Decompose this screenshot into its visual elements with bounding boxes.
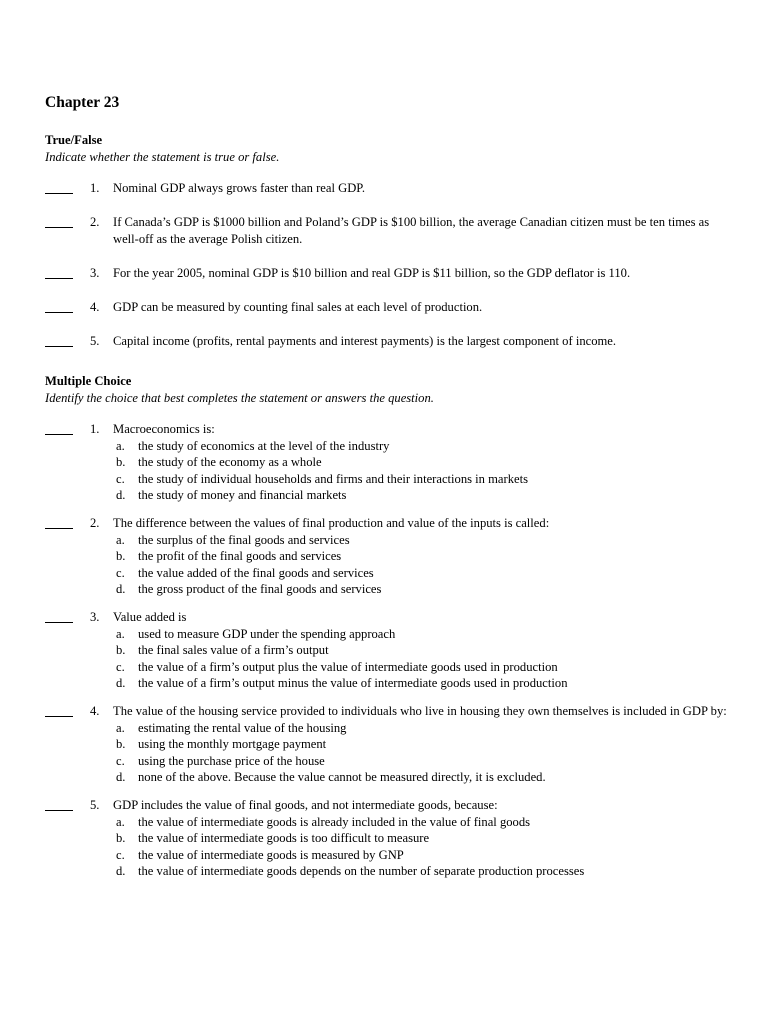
question-text: The value of the housing service provided to individuals who live in housing they own themselves is included in GDP by: (113, 704, 727, 718)
answer-blank[interactable] (45, 214, 73, 228)
question-text: GDP can be measured by counting final sales at each level of production. (113, 299, 483, 314)
choice-text: none of the above. Because the value cannot be measured directly, it is excluded. (138, 770, 546, 784)
tf-question (45, 214, 730, 247)
choice-item (113, 438, 730, 455)
choice-letter: c. (116, 753, 125, 768)
tf-question (45, 180, 730, 197)
choice-item (113, 753, 730, 770)
tf-question (45, 265, 730, 282)
choice-letter: a. (116, 438, 125, 453)
mc-question (45, 797, 730, 880)
answer-blank[interactable] (45, 797, 73, 811)
choice-item (113, 581, 730, 598)
choice-list (113, 626, 730, 692)
chapter-title: Chapter 23 (45, 94, 120, 111)
question-number: 1. (90, 181, 100, 195)
question-text: For the year 2005, nominal GDP is $10 billion and real GDP is $11 billion, so the GDP deflator is 110. (113, 265, 631, 280)
choice-list (113, 814, 730, 880)
question-number: 5. (90, 333, 100, 348)
answer-blank[interactable] (45, 703, 73, 717)
choice-text: the value of intermediate goods is too difficult to measure (138, 831, 430, 845)
answer-blank[interactable] (45, 333, 73, 347)
mc-question (45, 515, 730, 598)
answer-blank[interactable] (45, 515, 73, 529)
tf-question (45, 333, 730, 350)
choice-text: the value of intermediate goods is already included in the value of final goods (138, 814, 531, 829)
choice-item (113, 814, 730, 831)
question-text: Value added is (113, 610, 187, 624)
choice-item (113, 769, 730, 786)
choice-text: using the purchase price of the house (138, 753, 325, 768)
tf-question (45, 299, 730, 316)
true-false-heading: True/False (45, 133, 103, 147)
choice-item (113, 532, 730, 549)
multiple-choice-instructions: Identify the choice that best completes the statement or answers the question. (45, 390, 434, 405)
choice-letter: a. (116, 814, 125, 829)
true-false-question-list (45, 180, 730, 349)
choice-text: the value of a firm’s output minus the value of intermediate goods used in production (138, 676, 568, 690)
choice-list (113, 438, 730, 504)
choice-letter: b. (116, 831, 126, 845)
multiple-choice-heading: Multiple Choice (45, 374, 132, 388)
question-number: 4. (90, 299, 100, 314)
choice-item (113, 548, 730, 565)
choice-item (113, 863, 730, 880)
answer-blank[interactable] (45, 609, 73, 623)
question-text: Nominal GDP always grows faster than real GDP. (113, 181, 366, 195)
choice-text: the study of economics at the level of the industry (138, 438, 390, 453)
choice-text: the profit of the final goods and services (138, 549, 342, 563)
choice-letter: a. (116, 720, 125, 735)
choice-item (113, 847, 730, 864)
choice-letter: c. (116, 847, 125, 862)
question-number: 4. (90, 704, 100, 718)
choice-list (113, 720, 730, 786)
choice-text: used to measure GDP under the spending approach (138, 626, 396, 641)
choice-letter: d. (116, 770, 126, 784)
multiple-choice-question-list (45, 421, 730, 880)
choice-item (113, 642, 730, 659)
choice-text: using the monthly mortgage payment (138, 737, 327, 751)
choice-letter: d. (116, 864, 126, 878)
choice-list (113, 532, 730, 598)
question-number: 1. (90, 422, 100, 436)
choice-letter: c. (116, 659, 125, 674)
choice-letter: d. (116, 582, 126, 596)
choice-text: the study of the economy as a whole (138, 455, 322, 469)
choice-letter: b. (116, 549, 126, 563)
choice-item (113, 720, 730, 737)
choice-text: the final sales value of a firm’s output (138, 643, 329, 657)
question-number: 3. (90, 265, 100, 280)
question-text: Macroeconomics is: (113, 422, 215, 436)
choice-text: the study of money and financial markets (138, 488, 347, 502)
choice-item (113, 487, 730, 504)
question-number: 5. (90, 798, 100, 812)
true-false-instructions: Indicate whether the statement is true or false. (45, 149, 280, 164)
true-false-section (45, 132, 730, 349)
question-number: 3. (90, 610, 100, 624)
question-text: The difference between the values of final production and value of the inputs is called: (113, 516, 550, 530)
choice-item (113, 626, 730, 643)
choice-letter: c. (116, 471, 125, 486)
choice-letter: a. (116, 532, 125, 547)
choice-letter: d. (116, 488, 126, 502)
choice-text: the value of a firm’s output plus the value of intermediate goods used in production (138, 659, 558, 674)
question-text: GDP includes the value of final goods, and not intermediate goods, because: (113, 798, 498, 812)
choice-letter: a. (116, 626, 125, 641)
mc-question (45, 421, 730, 504)
choice-text: estimating the rental value of the housing (138, 720, 347, 735)
answer-blank[interactable] (45, 421, 73, 435)
choice-item (113, 565, 730, 582)
question-number: 2. (90, 215, 100, 229)
mc-question (45, 609, 730, 692)
answer-blank[interactable] (45, 299, 73, 313)
choice-item (113, 471, 730, 488)
multiple-choice-section (45, 373, 730, 880)
choice-letter: c. (116, 565, 125, 580)
question-number: 2. (90, 516, 100, 530)
choice-item (113, 736, 730, 753)
choice-text: the gross product of the final goods and services (138, 582, 382, 596)
question-text: Capital income (profits, rental payments and interest payments) is the largest component of income. (113, 333, 617, 348)
mc-question (45, 703, 730, 786)
choice-item (113, 675, 730, 692)
answer-blank[interactable] (45, 180, 73, 194)
choice-letter: b. (116, 643, 126, 657)
choice-text: the surplus of the final goods and services (138, 532, 350, 547)
choice-letter: b. (116, 455, 126, 469)
choice-item (113, 659, 730, 676)
choice-item (113, 830, 730, 847)
choice-item (113, 454, 730, 471)
answer-blank[interactable] (45, 265, 73, 279)
choice-text: the study of individual households and firms and their interactions in markets (138, 471, 528, 486)
choice-letter: d. (116, 676, 126, 690)
choice-text: the value of intermediate goods is measured by GNP (138, 847, 404, 862)
document-page (45, 92, 730, 891)
choice-text: the value of intermediate goods depends on the number of separate production processes (138, 864, 585, 878)
question-text: If Canada’s GDP is $1000 billion and Poland’s GDP is $100 billion, the average Canadian citizen must be ten times as well-off as the average Polish citizen. (113, 215, 710, 246)
choice-letter: b. (116, 737, 126, 751)
choice-text: the value added of the final goods and services (138, 565, 374, 580)
